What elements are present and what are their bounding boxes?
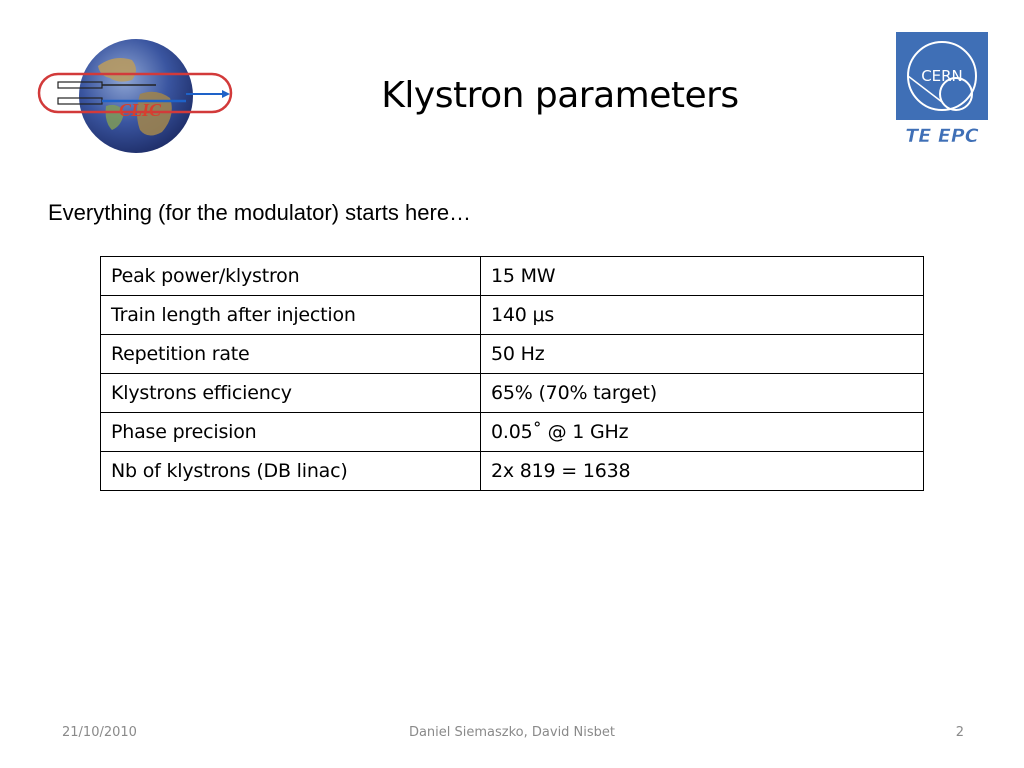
parameter-value: 15 MW: [481, 257, 924, 296]
intro-text: Everything (for the modulator) starts here…: [48, 200, 472, 225]
footer-authors: Daniel Siemaszko, David Nisbet: [408, 725, 616, 740]
page-number: 2: [955, 725, 964, 740]
te-epc-label: TE EPC: [905, 125, 979, 147]
footer-date: 21/10/2010: [62, 725, 137, 740]
parameter-name: Nb of klystrons (DB linac): [101, 452, 481, 491]
table-row: [101, 374, 924, 413]
table-row: [101, 335, 924, 374]
parameter-name: Klystrons efficiency: [101, 374, 481, 413]
clic-logo: [36, 36, 234, 154]
table-row: [101, 452, 924, 491]
parameter-value: 2x 819 = 1638: [481, 452, 924, 491]
cern-logo: [896, 32, 988, 150]
slide-title: Klystron parameters: [381, 75, 739, 116]
parameter-name: Peak power/klystron: [101, 257, 481, 296]
table-row: [101, 296, 924, 335]
table-row: [101, 413, 924, 452]
parameter-value: 0.05˚ @ 1 GHz: [481, 413, 924, 452]
parameter-name: Phase precision: [101, 413, 481, 452]
parameter-value: 65% (70% target): [481, 374, 924, 413]
parameter-value: 140 μs: [481, 296, 924, 335]
klystron-parameters-table: [100, 256, 924, 491]
parameter-name: Train length after injection: [101, 296, 481, 335]
parameter-name: Repetition rate: [101, 335, 481, 374]
table-row: [101, 257, 924, 296]
clic-logo-text: CLIC: [118, 100, 162, 120]
cern-logo-text: CERN: [921, 67, 963, 85]
parameter-value: 50 Hz: [481, 335, 924, 374]
